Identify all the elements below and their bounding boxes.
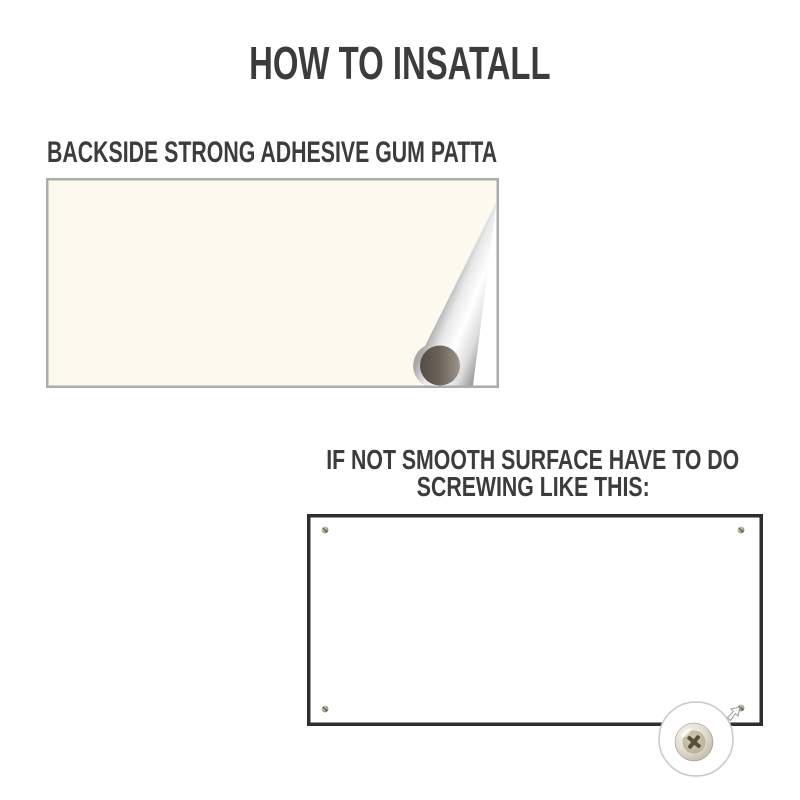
page-title bbox=[0, 37, 800, 89]
peel-curl bbox=[420, 346, 460, 386]
screwing-heading-line1 bbox=[233, 446, 800, 473]
corner-screw-bottom-left bbox=[322, 706, 329, 713]
magnified-screw-icon bbox=[675, 723, 713, 761]
corner-screw-top-right bbox=[738, 527, 745, 534]
corner-screw-top-left bbox=[322, 527, 329, 534]
screwing-heading-line2 bbox=[233, 473, 800, 500]
screwing-heading-line2-text: SCREWING LIKE THIS: bbox=[416, 471, 650, 502]
adhesive-section-heading-text: BACKSIDE STRONG ADHESIVE GUM PATTA bbox=[47, 136, 498, 169]
screw-board-illustration bbox=[307, 514, 763, 784]
page-title-text: HOW TO INSATALL bbox=[249, 37, 551, 89]
adhesive-panel-illustration bbox=[46, 178, 499, 388]
screwing-section-heading bbox=[233, 446, 800, 500]
screwing-heading-line1-text: IF NOT SMOOTH SURFACE HAVE TO DO bbox=[326, 444, 740, 475]
adhesive-section-heading bbox=[47, 138, 681, 168]
screw-board bbox=[309, 516, 762, 725]
